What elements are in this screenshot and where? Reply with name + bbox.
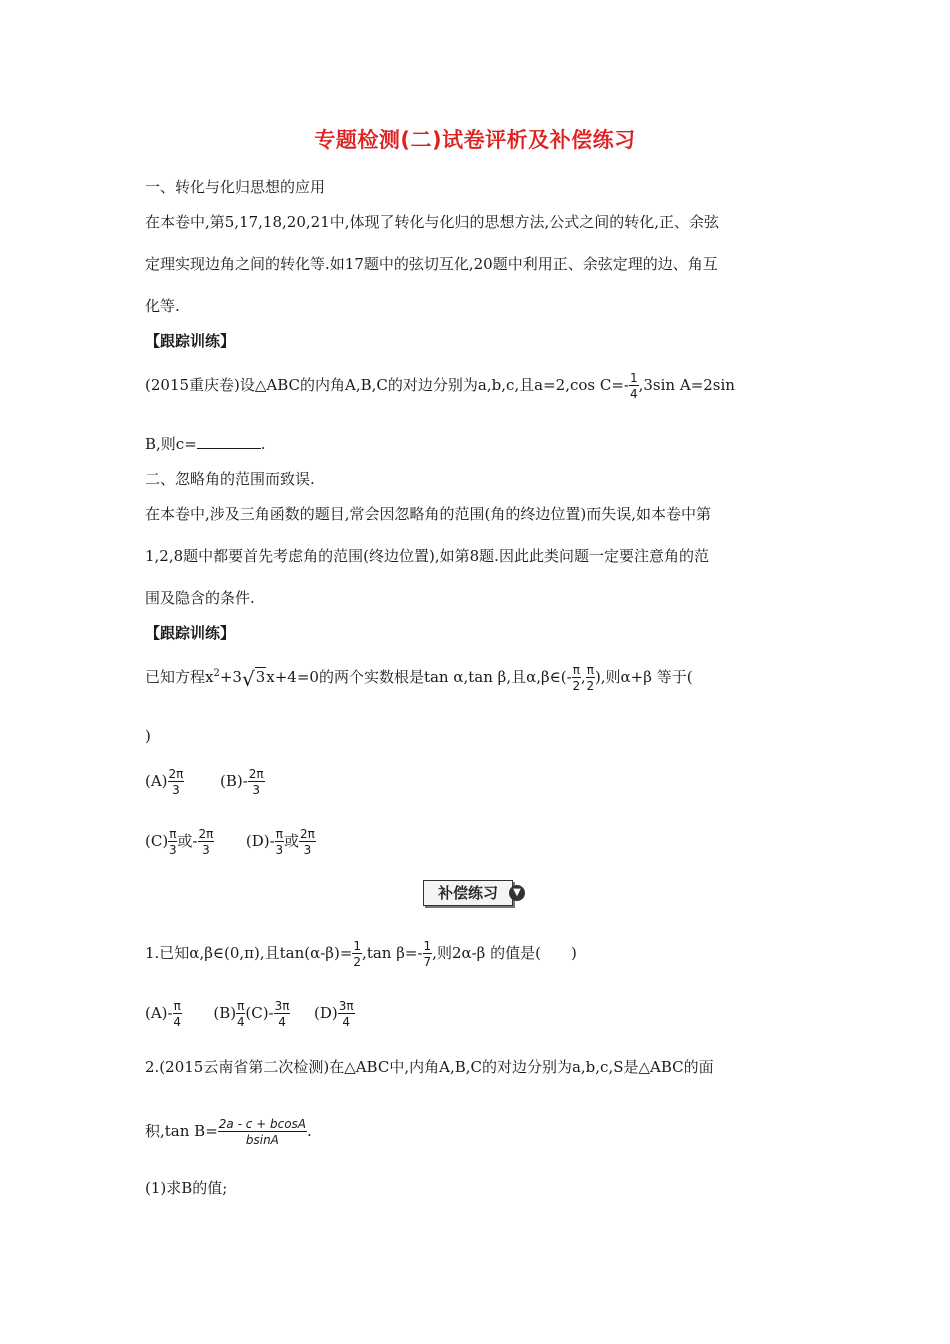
section-2-heading: 二、忽略角的范围而致误. — [145, 470, 315, 488]
section-2-paragraph-line-3: 围及隐含的条件. — [145, 589, 255, 607]
question-text: ,3sin A=2sin — [638, 376, 735, 394]
exercise-2-line-1: 2.(2015云南省第二次检测)在△ABC中,内角A,B,C的对边分别为a,b,c,S是△ABC的面 — [145, 1058, 714, 1076]
compensation-practice-badge — [423, 880, 527, 906]
section-2-question-line-1: 已知方程$x^2+3√3x+4=0$的两个实数根是tan α,tan β,且α,β∈(- $\frac{\pi}{2}$ , $\frac{\pi}{2}$ ),则α+β 等于( — [145, 663, 693, 693]
section-2-paragraph-line-2: 1,2,8题中都要首先考虑角的范围(终边位置),如第8题.因此此类问题一定要注意角的范 — [145, 547, 709, 565]
section-1-paragraph-line-2: 定理实现边角之间的转化等.如17题中的弦切互化,20题中利用正、余弦定理的边、角互 — [145, 255, 718, 273]
section-2-options-row-2 — [145, 828, 316, 856]
section-1-question-line-1 — [145, 372, 735, 400]
sqrt-symbol: √3 — [241, 667, 266, 691]
tan-b-fraction: $\frac{2a - c + bcosA}{bsinA}$ — [218, 1117, 307, 1147]
answer-blank[interactable] — [197, 434, 261, 449]
page-title: 专题检测(二)试卷评析及补偿练习 — [314, 128, 636, 152]
fraction-pi-over-2: $\frac{\pi}{2}$ — [572, 663, 581, 693]
chevron-down-icon: ▼ — [509, 885, 525, 901]
section-1-question-line-2: B,则c= . — [145, 435, 266, 453]
section-1-heading: 一、转化与化归思想的应用 — [145, 178, 326, 196]
section-2-options-row-1 — [145, 768, 265, 796]
option-a[interactable]: (A)- $\frac{\pi}{4}$ — [145, 999, 182, 1029]
question-text: (2015重庆卷)设△ABC的内角A,B,C的对边分别为a,b,c,且a=2,cos C=- — [145, 376, 629, 394]
exercise-1-question: 1.已知α,β∈(0,π),且tan(α-β)= $\frac{1}{2}$ ,tan β=- $\frac{1}{7}$ ,则2α-β 的值是( ) — [145, 939, 577, 969]
exercise-2-line-2: 积,tan B= $\frac{2a - c + bcosA}{bsinA}$ . — [145, 1117, 312, 1147]
exercise-1-options — [145, 1000, 355, 1028]
section-2-practice-tag: 【跟踪训练】 — [145, 624, 236, 642]
option-b[interactable]: (B)- $\frac{2\pi}{3}$ — [219, 767, 264, 797]
question-text: B,则c= — [145, 435, 197, 453]
option-c[interactable]: (C)- $\frac{3\pi}{4}$ — [245, 999, 290, 1029]
section-1-practice-tag: 【跟踪训练】 — [145, 332, 236, 350]
option-b[interactable]: (B) $\frac{\pi}{4}$ — [213, 999, 245, 1029]
option-d[interactable]: (D) $\frac{3\pi}{4}$ — [314, 999, 354, 1029]
option-a[interactable]: (A) $\frac{2\pi}{3}$ — [145, 767, 184, 797]
section-2-question-close: ) — [145, 727, 151, 745]
section-1-paragraph-line-3: 化等. — [145, 297, 180, 315]
fraction-one-quarter: $\frac{1}{4}$ — [629, 371, 638, 401]
section-1-paragraph-line-1: 在本卷中,第5,17,18,20,21中,体现了转化与化归的思想方法,公式之间的转化,正、余弦 — [145, 213, 720, 231]
badge-label: 补偿练习 — [423, 880, 513, 906]
section-2-paragraph-line-1: 在本卷中,涉及三角函数的题目,常会因忽略角的范围(角的终边位置)而失误,如本卷中第 — [145, 505, 712, 523]
option-c[interactable]: (C) $\frac{\pi}{3}$ 或- $\frac{2\pi}{3}$ — [145, 827, 214, 857]
exercise-2-subquestion-1: (1)求B的值; — [145, 1179, 228, 1197]
fraction-pi-over-2: $\frac{\pi}{2}$ — [586, 663, 595, 693]
option-d[interactable]: (D)- $\frac{\pi}{3}$ 或 $\frac{2\pi}{3}$ — [245, 827, 315, 857]
